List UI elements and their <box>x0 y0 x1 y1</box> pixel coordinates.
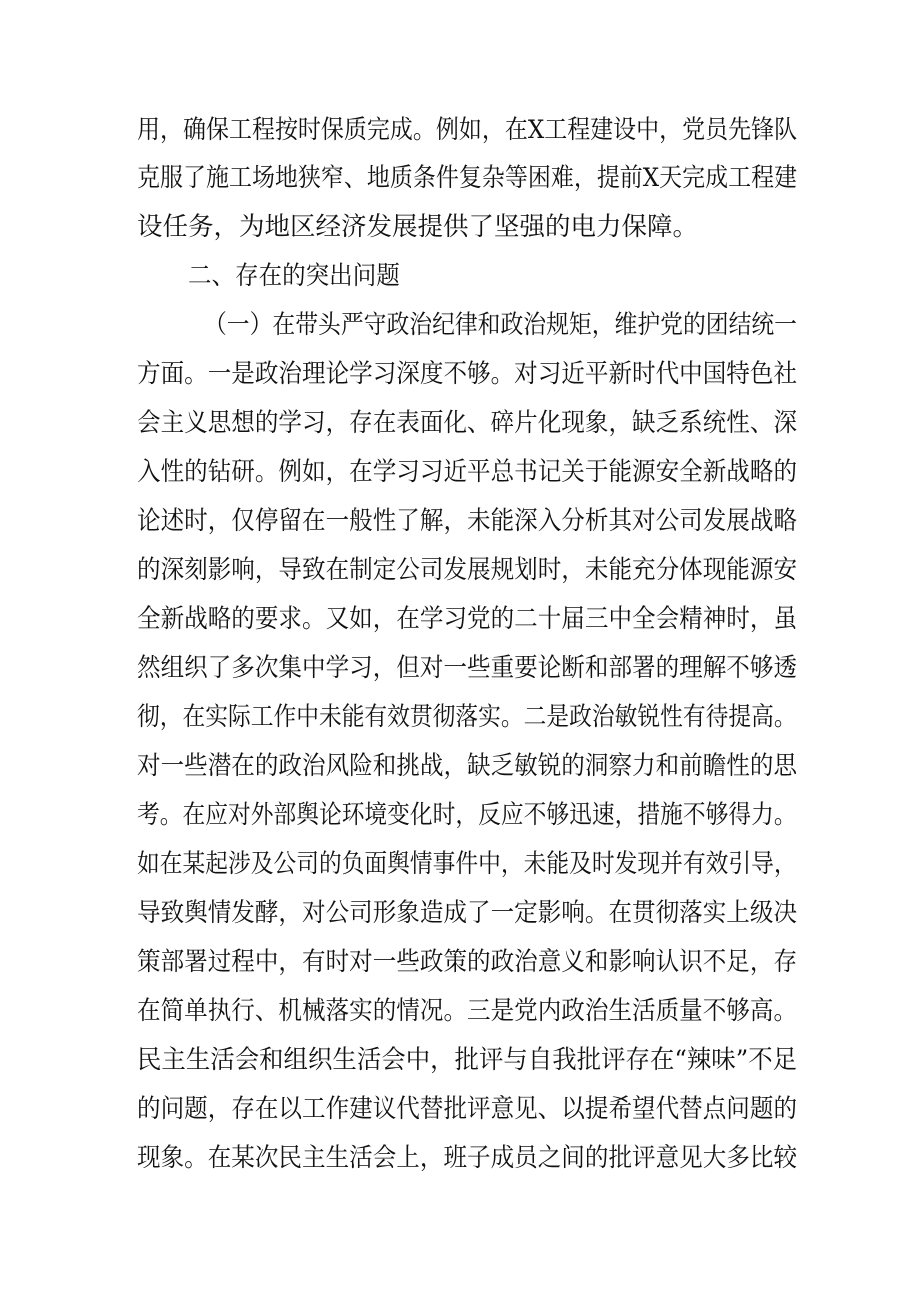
paragraph-line: 在简单执行、机械落实的情况。三是党内政治生活质量不够高。 <box>137 996 798 1026</box>
paragraph-line: 策部署过程中，有时对一些政策的政治意义和影响认识不足，存 <box>137 947 798 977</box>
paragraph-line: 用，确保工程按时保质完成。例如，在X工程建设中，党员先锋队 <box>137 115 798 145</box>
paragraph-line: 考。在应对外部舆论环境变化时，反应不够迅速，措施不够得力。 <box>137 800 797 830</box>
paragraph-line: 如在某起涉及公司的负面舆情事件中，未能及时发现并有效引导， <box>137 849 797 879</box>
paragraph-line: 的深刻影响，导致在制定公司发展规划时，未能充分体现能源安 <box>137 555 798 585</box>
paragraph-line: 论述时，仅停留在一般性了解，未能深入分析其对公司发展战略 <box>137 506 798 536</box>
paragraph-line: 会主义思想的学习，存在表面化、碎片化现象，缺乏系统性、深 <box>137 408 798 438</box>
section-heading: 二、存在的突出问题 <box>188 261 400 291</box>
paragraph-line: 入性的钻研。例如，在学习习近平总书记关于能源安全新战略的 <box>137 457 798 487</box>
subsection-heading: （一）在带头严守政治纪律和政治规矩，维护党的团结统一 <box>204 310 798 340</box>
paragraph-line: 设任务，为地区经济发展提供了坚强的电力保障。 <box>137 212 699 242</box>
paragraph-line: 克服了施工场地狭窄、地质条件复杂等困难，提前X天完成工程建 <box>137 163 798 193</box>
paragraph-line: 现象。在某次民主生活会上，班子成员之间的批评意见大多比较 <box>137 1143 798 1173</box>
paragraph-line: 然组织了多次集中学习，但对一些重要论断和部署的理解不够透 <box>137 653 798 683</box>
paragraph-line: 民主生活会和组织生活会中，批评与自我批评存在“辣味”不足 <box>137 1045 798 1075</box>
paragraph-line: 全新战略的要求。又如，在学习党的二十届三中全会精神时，虽 <box>137 604 798 634</box>
paragraph-line: 方面。一是政治理论学习深度不够。对习近平新时代中国特色社 <box>137 359 798 389</box>
paragraph-line: 导致舆情发酵，对公司形象造成了一定影响。在贯彻落实上级决 <box>137 898 798 928</box>
paragraph-line: 彻，在实际工作中未能有效贯彻落实。二是政治敏锐性有待提高。 <box>137 702 797 732</box>
paragraph-line: 对一些潜在的政治风险和挑战，缺乏敏锐的洞察力和前瞻性的思 <box>137 751 798 781</box>
paragraph-line: 的问题，存在以工作建议代替批评意见、以提希望代替点问题的 <box>137 1094 798 1124</box>
